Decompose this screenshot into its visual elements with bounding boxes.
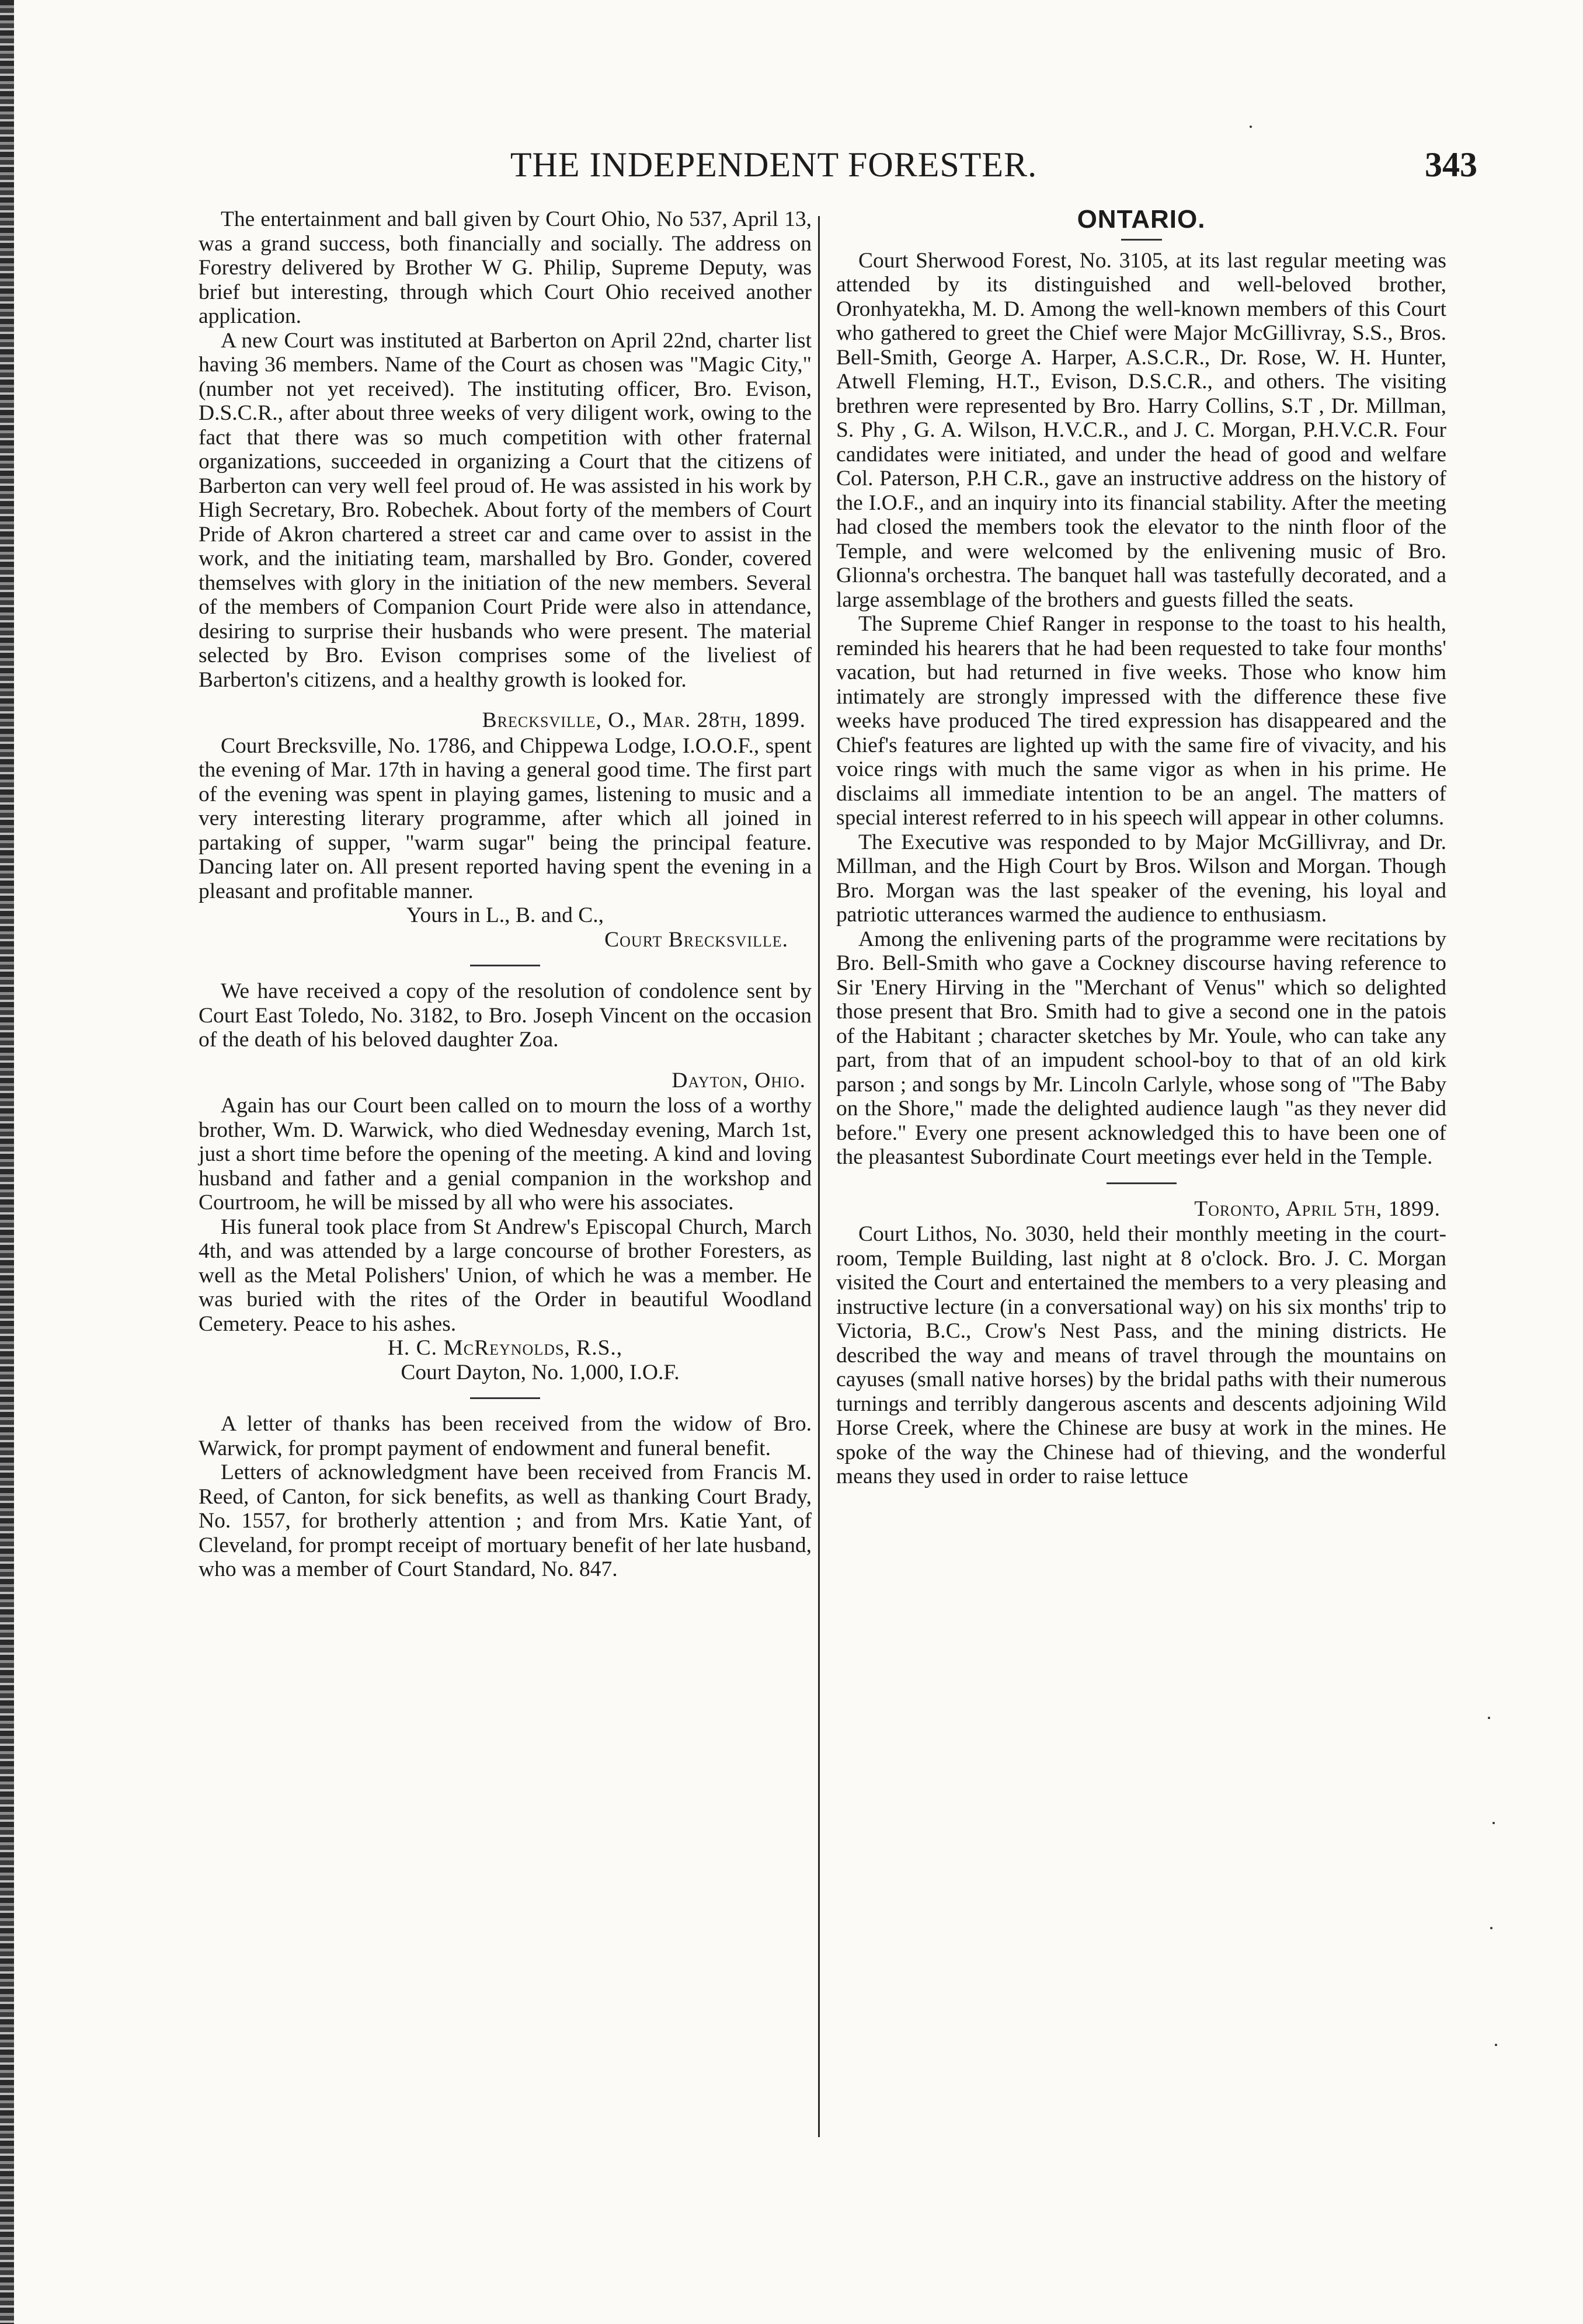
journal-title: THE INDEPENDENT FORESTER. <box>510 145 1038 184</box>
section-divider <box>470 965 540 966</box>
right-column <box>836 207 1446 1489</box>
paragraph: Court Brecksville, No. 1786, and Chippewa Lodge, I.O.O.F., spent the evening of Mar. 17th in having a general good time. The first part of the evening was spent in playing games, listening to music and a very interesting literary programme, after which all joined in partaking of supper, "warm sugar" being the principal feature. Dancing later on. All present reported having spent the evening in a pleasant and profitable manner. <box>199 733 812 903</box>
dateline: Dayton, Ohio. <box>672 1068 806 1093</box>
dateline: Toronto, April 5th, 1899. <box>1194 1196 1441 1221</box>
paragraph: Again has our Court been called on to mourn the loss of a worthy brother, Wm. D. Warwick, who died Wednesday evening, March 1st, just a short time before the opening of the meeting. A kind and loving husband and father and a genial companion in the workshop and Courtroom, he will be missed by all who were his associates. <box>199 1094 812 1215</box>
paragraph: Among the enlivening parts of the programme were recitations by Bro. Bell-Smith who gave a Cockney discourse having reference to Sir 'Enery Hirving in the "Merchant of Venus" which so delighted those present that Bro. Smith had to give a second one in the patois of the Habitant ; character sketches by Mr. Youle, who can take any part, from that of an impudent school-boy to that of an old kirk parson ; and songs by Mr. Lincoln Carlyle, whose song of "The Baby on the Shore," made the delighted audience laugh "as they never did before." Every one present acknowledged this to have been one of the pleasantest Subordinate Court meetings ever held in the Temple. <box>836 927 1446 1169</box>
paragraph: Letters of acknowledgment have been received from Francis M. Reed, of Canton, for sick benefits, as well as thanking Court Brady, No. 1557, for brotherly attention ; and from Mrs. Katie Yant, of Cleveland, for prompt receipt of mortuary benefit of her late husband, who was a member of Court Standard, No. 847. <box>199 1460 812 1581</box>
print-speck <box>1490 1927 1492 1929</box>
paragraph: Court Sherwood Forest, No. 3105, at its last regular meeting was attended by its distinguished and well-beloved brother, Oronhyatekha, M. D. Among the well-known members of this Court who gathered to greet the Chief were Major McGillivray, S.S., Bros. Bell-Smith, George A. Harper, A.S.C.R., Dr. Rose, W. H. Hunter, Atwell Fleming, H.T., Evison, D.S.C.R., and others. The visiting brethren were represented by Bro. Harry Collins, S.T , Dr. Millman, S. Phy , G. A. Wilson, H.V.C.R., and J. C. Morgan, P.H.V.C.R. Four candidates were initiated, and under the head of good and welfare Col. Paterson, P.H C.R., gave an instructive address on the history of the I.O.F., and an inquiry into its financial stability. After the meeting had closed the members took the elevator to the ninth floor of the Temple, and were welcomed by the enlivening music of Bro. Glionna's orchestra. The banquet hall was tastefully decorated, and a large assemblage of the brothers and guests filled the seats. <box>836 248 1446 612</box>
dateline: Brecksville, O., Mar. 28th, 1899. <box>482 708 806 732</box>
signature-court: Court Brecksville. <box>604 927 788 952</box>
section-divider <box>470 1397 540 1399</box>
page-binding-edge <box>0 0 14 2324</box>
page-header <box>70 145 1477 197</box>
print-speck <box>1495 2044 1497 2046</box>
section-divider <box>1121 239 1162 241</box>
paragraph: The Supreme Chief Ranger in response to the toast to his health, reminded his hearers that he had been requested to take four months' vacation, but had returned in five weeks. Those who know him intimately are strongly impressed with the difference these five weeks have produced The tired expression has disappeared and the Chief's features are lighted up with the same fire of vivacity, and his voice rings with much the same vigor as when in his prime. He disclaims all immediate intention to be an angel. The matters of special interest referred to in his speech will appear in other columns. <box>836 612 1446 830</box>
signature: Yours in L., B. and C., <box>406 903 604 927</box>
column-rule <box>818 216 820 2137</box>
paragraph: The entertainment and ball given by Court Ohio, No 537, April 13, was a grand success, both financially and socially. The address on Forestry delivered by Brother W G. Philip, Supreme Deputy, was brief but interesting, through which Court Ohio received another application. <box>199 207 812 328</box>
signature: H. C. McReynolds, R.S., <box>387 1336 623 1360</box>
left-column <box>199 207 812 1582</box>
print-speck <box>1492 1822 1495 1824</box>
section-divider <box>1107 1182 1177 1184</box>
print-speck <box>1250 126 1252 128</box>
paragraph: The Executive was responded to by Major McGillivray, and Dr. Millman, and the High Court by Bros. Wilson and Morgan. Though Bro. Morgan was the last speaker of the evening, his loyal and patriotic utterances warmed the audience to enthusiasm. <box>836 830 1446 927</box>
print-speck <box>1488 1717 1490 1719</box>
signature-court: Court Dayton, No. 1,000, I.O.F. <box>401 1360 680 1384</box>
paragraph: His funeral took place from St Andrew's Episcopal Church, March 4th, and was attended by a large concourse of brother Foresters, as well as the Metal Polishers' Union, of which he was a member. He was buried with the rites of the Order in beautiful Woodland Cemetery. Peace to his ashes. <box>199 1215 812 1336</box>
paragraph: Court Lithos, No. 3030, held their monthly meeting in the court-room, Temple Building, last night at 8 o'clock. Bro. J. C. Morgan visited the Court and entertained the members to a very pleasing and instructive lecture (in a conversational way) on his six months' trip to Victoria, B.C., Crow's Nest Pass, and the mining districts. He described the way and means of travel through the mountains on cayuses (small native horses) by the bridal paths with their numerous turnings and terribly dangerous ascents and descents adjoining Wild Horse Creek, where the Chinese are busy at work in the mines. He spoke of the way the Chinese had of thieving, and the wonderful means they used in order to raise lettuce <box>836 1222 1446 1488</box>
section-heading: ONTARIO. <box>1077 205 1206 234</box>
page-number: 343 <box>1425 145 1477 184</box>
paragraph: A letter of thanks has been received from the widow of Bro. Warwick, for prompt payment of endowment and funeral benefit. <box>199 1412 812 1460</box>
paragraph: A new Court was instituted at Barberton on April 22nd, charter list having 36 members. Name of the Court as chosen was "Magic City," (number not yet received). The instituting officer, Bro. Evison, D.S.C.R., after about three weeks of very diligent work, owing to the fact that there was so much competition with other fraternal organizations, succeeded in organizing a Court that the citizens of Barberton can very well feel proud of. He was assisted in his work by High Secretary, Bro. Robechek. About forty of the members of Court Pride of Akron chartered a street car and came over to assist in the work, and the initiating team, marshalled by Bro. Gonder, covered themselves with glory in the initiation of the new members. Several of the members of Companion Court Pride were also in attendance, desiring to surprise their husbands who were present. The material selected by Bro. Evison comprises some of the liveliest of Barberton's citizens, and a healthy growth is looked for. <box>199 328 812 692</box>
paragraph: We have received a copy of the resolution of condolence sent by Court East Toledo, No. 3182, to Bro. Joseph Vincent on the occasion of the death of his beloved daughter Zoa. <box>199 979 812 1052</box>
